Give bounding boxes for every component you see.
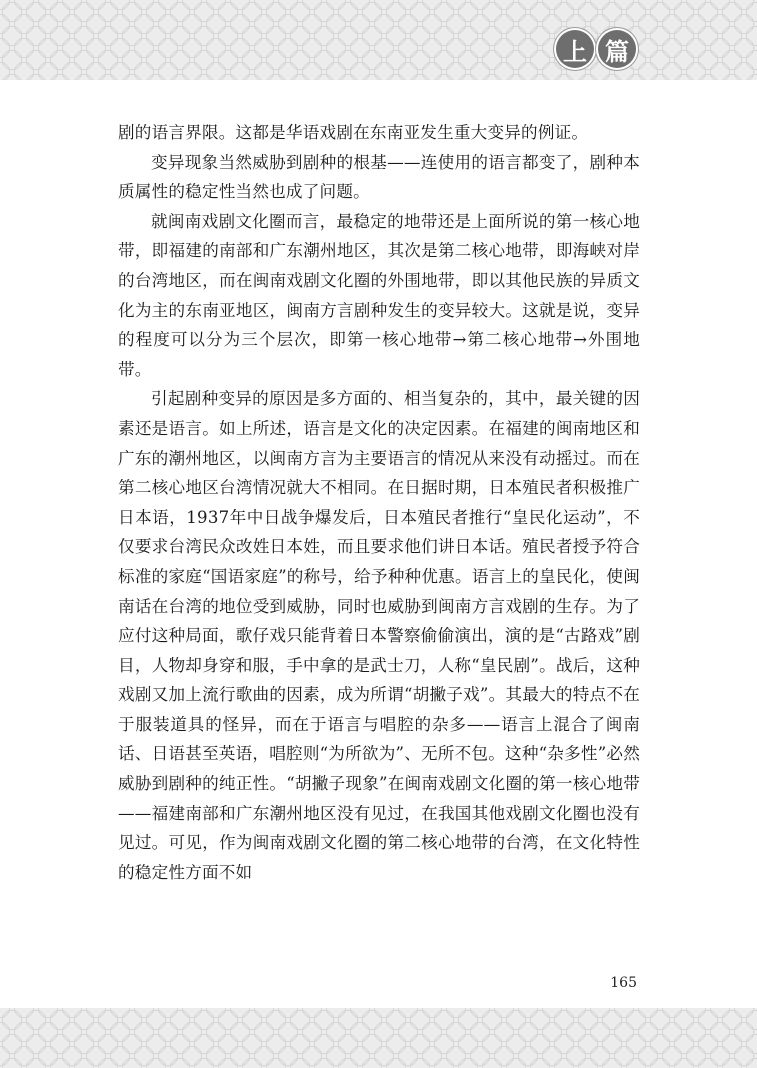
footer-pattern-band — [0, 1008, 757, 1068]
page-body — [118, 118, 640, 887]
badge-char-2: 篇 — [598, 30, 636, 68]
paragraph: 就闽南戏剧文化圈而言，最稳定的地带还是上面所说的第一核心地带，即福建的南部和广东潮州地区，其次是第二核心地带，即海峡对岸的台湾地区，而在闽南戏剧文化圈的外围地带，即以其他民族的异质文化为主的东南亚地区，闽南方言剧种发生的变异较大。这就是说，变异的程度可以分为三个层次，即第一核心地带→第二核心地带→外围地带。 — [118, 211, 640, 379]
header-pattern-band — [0, 0, 757, 80]
paragraph: 变异现象当然威胁到剧种的根基——连使用的语言都变了，剧种本质属性的稳定性当然也成了问题。 — [118, 152, 640, 202]
section-badge — [556, 30, 636, 68]
paragraph: 剧的语言界限。这都是华语戏剧在东南亚发生重大变异的例证。 — [118, 123, 589, 142]
page-number: 165 — [610, 975, 637, 991]
paragraph: 引起剧种变异的原因是多方面的、相当复杂的，其中，最关键的因素还是语言。如上所述，语言是文化的决定因素。在福建的闽南地区和广东的潮州地区，以闽南方言为主要语言的情况从来没有动摇过。而在第二核心地区台湾情况就大不相同。在日据时期，日本殖民者积极推广日本语，1937年中日战争爆发后，日本殖民者推行“皇民化运动”，不仅要求台湾民众改姓日本姓，而且要求他们讲日本话。殖民者授予符合标准的家庭“国语家庭”的称号，给予种种优惠。语言上的皇民化，使闽南话在台湾的地位受到威胁，同时也威胁到闽南方言戏剧的生存。为了应付这种局面，歌仔戏只能背着日本警察偷偷演出，演的是“古路戏”剧目，人物却身穿和服，手中拿的是武士刀，人称“皇民剧”。战后，这种戏剧又加上流行歌曲的因素，成为所谓“胡撇子戏”。其最大的特点不在于服装道具的怪异，而在于语言与唱腔的杂多——语言上混合了闽南话、日语甚至英语，唱腔则“为所欲为”、无所不包。这种“杂多性”必然威胁到剧种的纯正性。“胡撇子现象”在闽南戏剧文化圈的第一核心地带——福建南部和广东潮州地区没有见过，在我国其他戏剧文化圈也没有见过。可见，作为闽南戏剧文化圈的第二核心地带的台湾，在文化特性的稳定性方面不如 — [118, 389, 640, 882]
badge-char-1: 上 — [556, 30, 594, 68]
